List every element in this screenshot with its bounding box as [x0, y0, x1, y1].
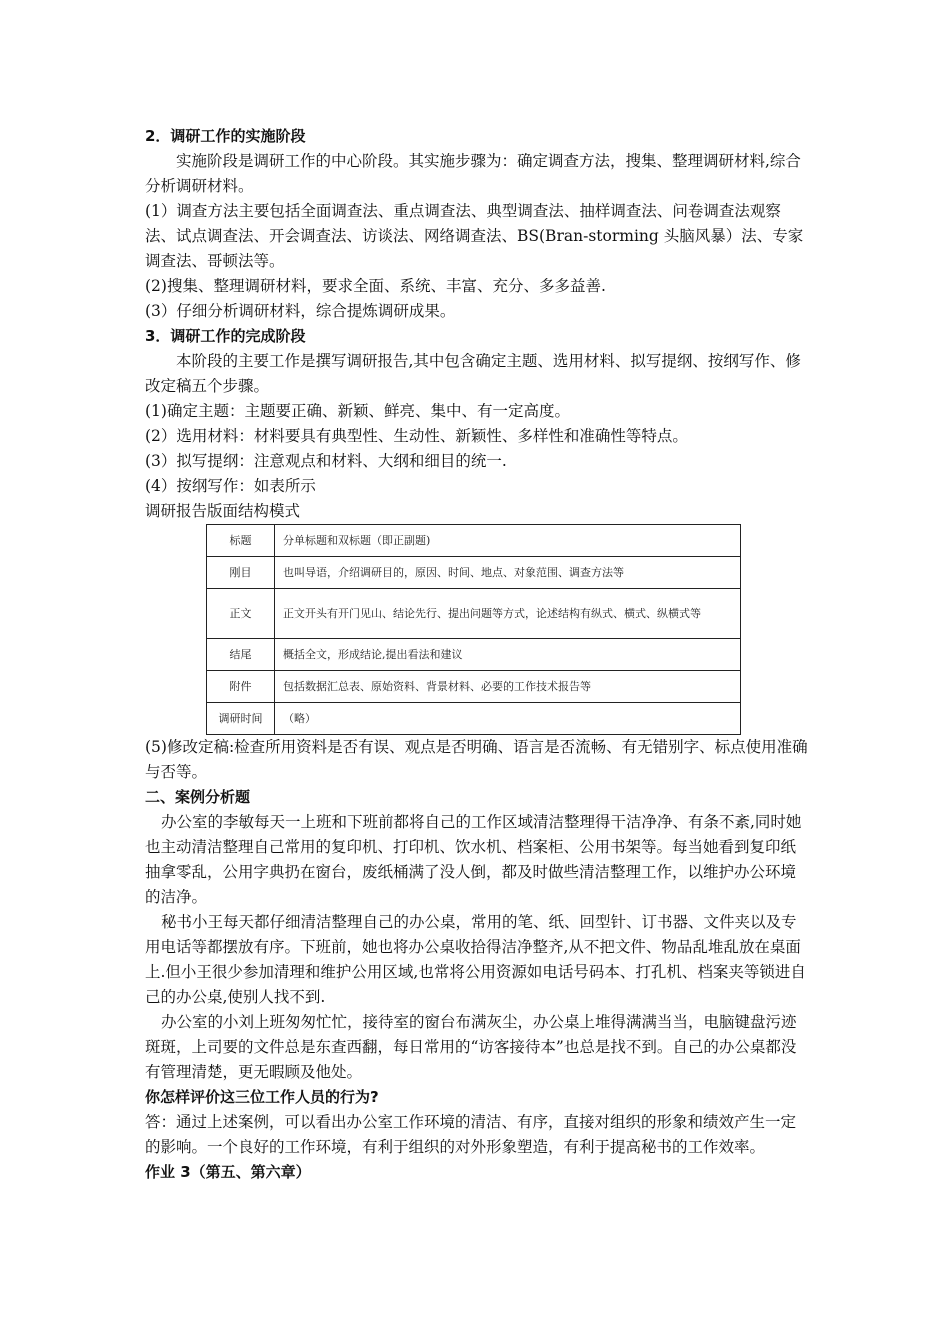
table-row [207, 639, 741, 671]
table-row [207, 703, 741, 735]
table-cell-value: 概括全文，形成结论,提出看法和建议 [275, 639, 741, 671]
table-cell-value: 正文开头有开门见山、结论先行、提出问题等方式，论述结构有纵式、横式、纵横式等 [275, 589, 741, 639]
list-item: (2）选用材料：材料要具有典型性、生动性、新颖性、多样性和准确性等特点。 [145, 427, 688, 445]
answer: 答：通过上述案例，可以看出办公室工作环境的清洁、有序，直接对组织的形象和绩效产生一定的影响。一个良好的工作环境，有利于组织的对外形象塑造，有利于提高秘书的工作效率。 [145, 1113, 797, 1156]
table-cell-key: 正文 [207, 589, 275, 639]
list-item: (3）仔细分析调研材料，综合提炼调研成果。 [145, 302, 456, 320]
list-item: (1)确定主题：主题要正确、新颖、鲜亮、集中、有一定高度。 [145, 402, 570, 420]
list-item: (2)搜集、整理调研材料，要求全面、系统、丰富、充分、多多益善. [145, 277, 606, 295]
homework-heading: 作业 3（第五、第六章） [145, 1163, 311, 1181]
table-cell-key: 附件 [207, 671, 275, 703]
table-cell-key: 标题 [207, 525, 275, 557]
table-row [207, 589, 741, 639]
case-paragraph: 秘书小王每天都仔细清洁整理自己的办公桌，常用的笔、纸、回型针、订书器、文件夹以及专用电话等都摆放有序。下班前，她也将办公桌收拾得洁净整齐,从不把文件、物品乱堆乱放在桌面上.但小王很少参加清理和维护公用区域,也常将公用资源如电话号码本、打孔机、档案夹等锁进自己的办公桌,使别人找不到. [145, 913, 806, 1006]
table-caption: 调研报告版面结构模式 [145, 502, 301, 520]
list-item: (1）调查方法主要包括全面调查法、重点调查法、典型调查法、抽样调查法、问卷调查法观察法、试点调查法、开会调查法、访谈法、网络调查法、BS(Bran-storming 头脑风暴）法、专家调查法、哥顿法等。 [145, 202, 804, 270]
table-cell-value: 包括数据汇总表、原始资料、背景材料、必要的工作技术报告等 [275, 671, 741, 703]
document-page [145, 124, 810, 1185]
table-row [207, 557, 741, 589]
table-cell-value: （略） [275, 703, 741, 735]
table-row [207, 671, 741, 703]
case-paragraph: 办公室的小刘上班匆匆忙忙，接待室的窗台布满灰尘，办公桌上堆得满满当当，电脑键盘污迹斑斑，上司要的文件总是东查西翻，每日常用的“访客接待本”也总是找不到。自己的办公桌都没有管理清楚，更无暇顾及他处。 [145, 1013, 797, 1081]
section-heading: 二、案例分析题 [145, 788, 251, 806]
paragraph: 本阶段的主要工作是撰写调研报告,其中包含确定主题、选用材料、拟写提纲、按纲写作、修改定稿五个步骤。 [145, 352, 801, 395]
table-cell-key: 调研时间 [207, 703, 275, 735]
paragraph: 实施阶段是调研工作的中心阶段。其实施步骤为：确定调查方法，搜集、整理调研材料,综合分析调研材料。 [145, 152, 801, 195]
section-heading: 2．调研工作的实施阶段 [145, 127, 306, 145]
table-cell-value: 分单标题和双标题（即正副题) [275, 525, 741, 557]
list-item: (3）拟写提纲：注意观点和材料、大纲和细目的统一. [145, 452, 507, 470]
report-structure-table [206, 524, 741, 735]
table-cell-key: 结尾 [207, 639, 275, 671]
table-cell-key: 刚目 [207, 557, 275, 589]
case-paragraph: 办公室的李敏每天一上班和下班前都将自己的工作区域清洁整理得干洁净净、有条不紊,同时她也主动清洁整理自己常用的复印机、打印机、饮水机、档案柜、公用书架等。每当她看到复印纸抽拿零乱，公用字典扔在窗台，废纸桶满了没人倒，都及时做些清洁整理工作，以维护办公环境的洁净。 [145, 813, 802, 906]
question: 你怎样评价这三位工作人员的行为? [145, 1088, 379, 1106]
table-cell-value: 也叫导语，介绍调研目的，原因、时间、地点、对象范围、调查方法等 [275, 557, 741, 589]
section-heading: 3．调研工作的完成阶段 [145, 327, 306, 345]
table-row [207, 525, 741, 557]
list-item: (4）按纲写作：如表所示 [145, 477, 316, 495]
list-item: (5)修改定稿:检查所用资料是否有误、观点是否明确、语言是否流畅、有无错别字、标点使用准确与否等。 [145, 738, 808, 781]
